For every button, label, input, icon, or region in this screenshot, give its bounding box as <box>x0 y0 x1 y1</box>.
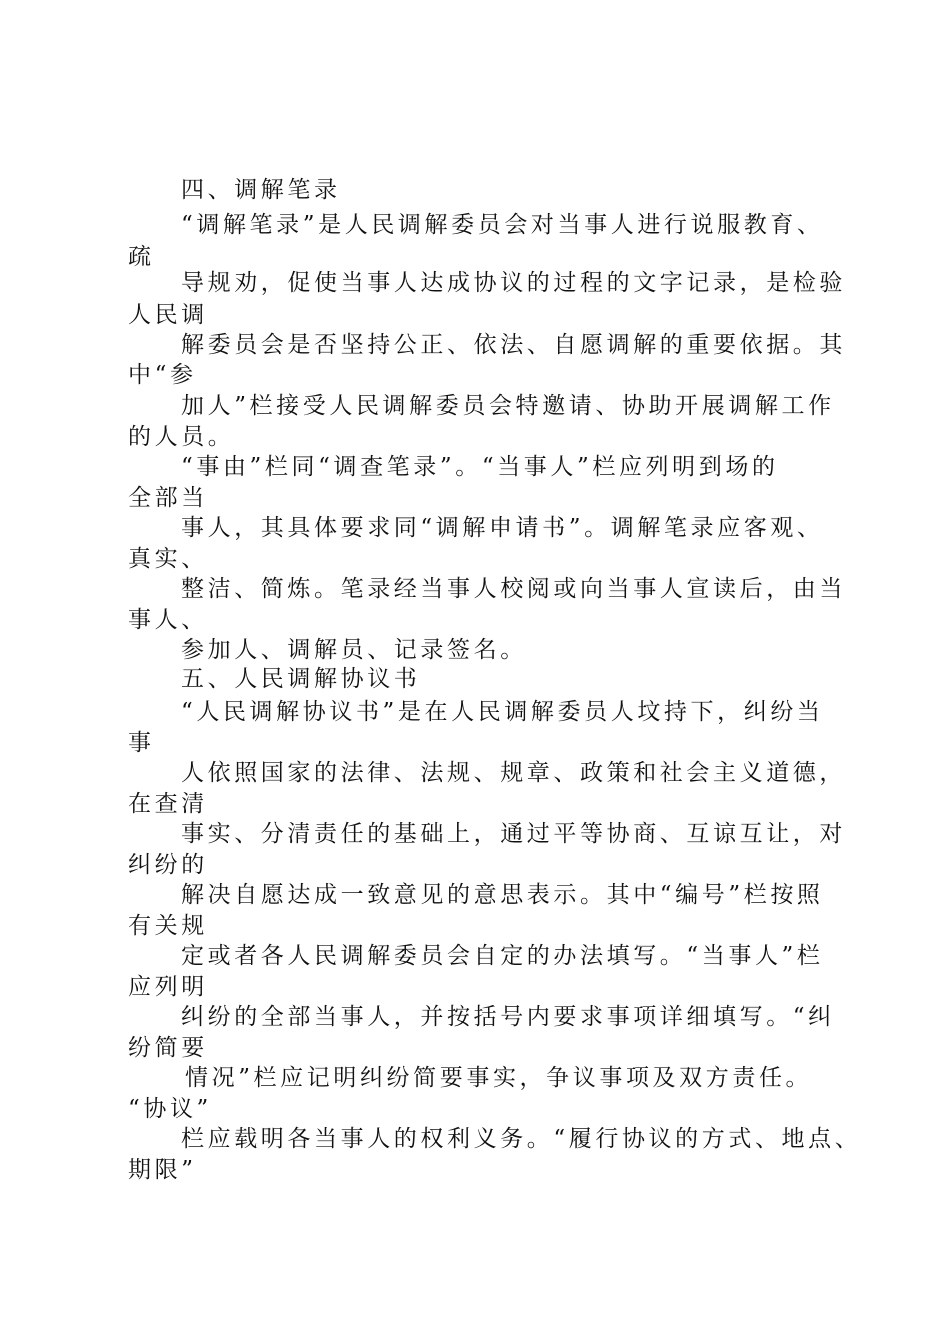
section-heading-mediation-record: 四、调解笔录 <box>181 177 341 203</box>
paragraph-line: 纠纷的全部当事人，并按括号内要求事项详细填写。“纠 <box>181 1004 835 1030</box>
paragraph-line-wrap: 真实、 <box>128 546 208 572</box>
paragraph-line: “事由”栏同“调查笔录”。“当事人”栏应列明到场的 <box>181 454 779 480</box>
paragraph-line: 整洁、简炼。笔录经当事人校阅或向当事人宣读后，由当 <box>181 576 846 602</box>
paragraph-line: “调解笔录”是人民调解委员会对当事人进行说服教育、 <box>181 212 824 238</box>
paragraph-line: 人依照国家的法律、法规、规章、政策和社会主义道德， <box>181 760 846 786</box>
paragraph-line: 事实、分清责任的基础上，通过平等协商、互谅互让，对 <box>181 821 846 847</box>
paragraph-line: 解决自愿达成一致意见的意思表示。其中“编号”栏按照 <box>181 882 824 908</box>
paragraph-line: 解委员会是否坚持公正、依法、自愿调解的重要依据。其 <box>181 332 846 358</box>
paragraph-line-wrap: 纠纷的 <box>128 852 208 878</box>
paragraph-line-wrap: 疏 <box>128 244 155 270</box>
paragraph-line-wrap: 有关规 <box>128 913 208 939</box>
paragraph-line-wrap: 在查清 <box>128 791 208 817</box>
paragraph-line: 情况”栏应记明纠纷简要事实，争议事项及双方责任。 <box>185 1065 813 1091</box>
paragraph-line-wrap: “协议” <box>128 1096 212 1122</box>
paragraph-line: 定或者各人民调解委员会自定的办法填写。“当事人”栏 <box>181 943 824 969</box>
paragraph-line-wrap: 应列明 <box>128 974 208 1000</box>
paragraph-line-wrap: 中“参 <box>128 362 197 388</box>
paragraph-line-wrap: 的人员。 <box>128 424 235 450</box>
paragraph-line: 导规劝，促使当事人达成协议的过程的文字记录，是检验 <box>181 270 846 296</box>
paragraph-line: “人民调解协议书”是在人民调解委员人坟持下，纠纷当 <box>181 699 824 725</box>
paragraph-line-wrap: 期限” <box>128 1157 197 1183</box>
paragraph-line: 参加人、调解员、记录签名。 <box>181 637 527 663</box>
paragraph-line-wrap: 人民调 <box>128 302 208 328</box>
paragraph-line: 栏应载明各当事人的权利义务。“履行协议的方式、地点、 <box>181 1126 862 1152</box>
section-heading-mediation-agreement: 五、人民调解协议书 <box>181 666 421 692</box>
paragraph-line-wrap: 事人、 <box>128 607 208 633</box>
paragraph-line: 加人”栏接受人民调解委员会特邀请、协助开展调解工作 <box>181 393 835 419</box>
paragraph-line-wrap: 事 <box>128 730 155 756</box>
paragraph-line-wrap: 纷简要 <box>128 1035 208 1061</box>
paragraph-line-wrap: 全部当 <box>128 485 208 511</box>
paragraph-line: 事人，其具体要求同“调解申请书”。调解笔录应客观、 <box>181 515 824 541</box>
